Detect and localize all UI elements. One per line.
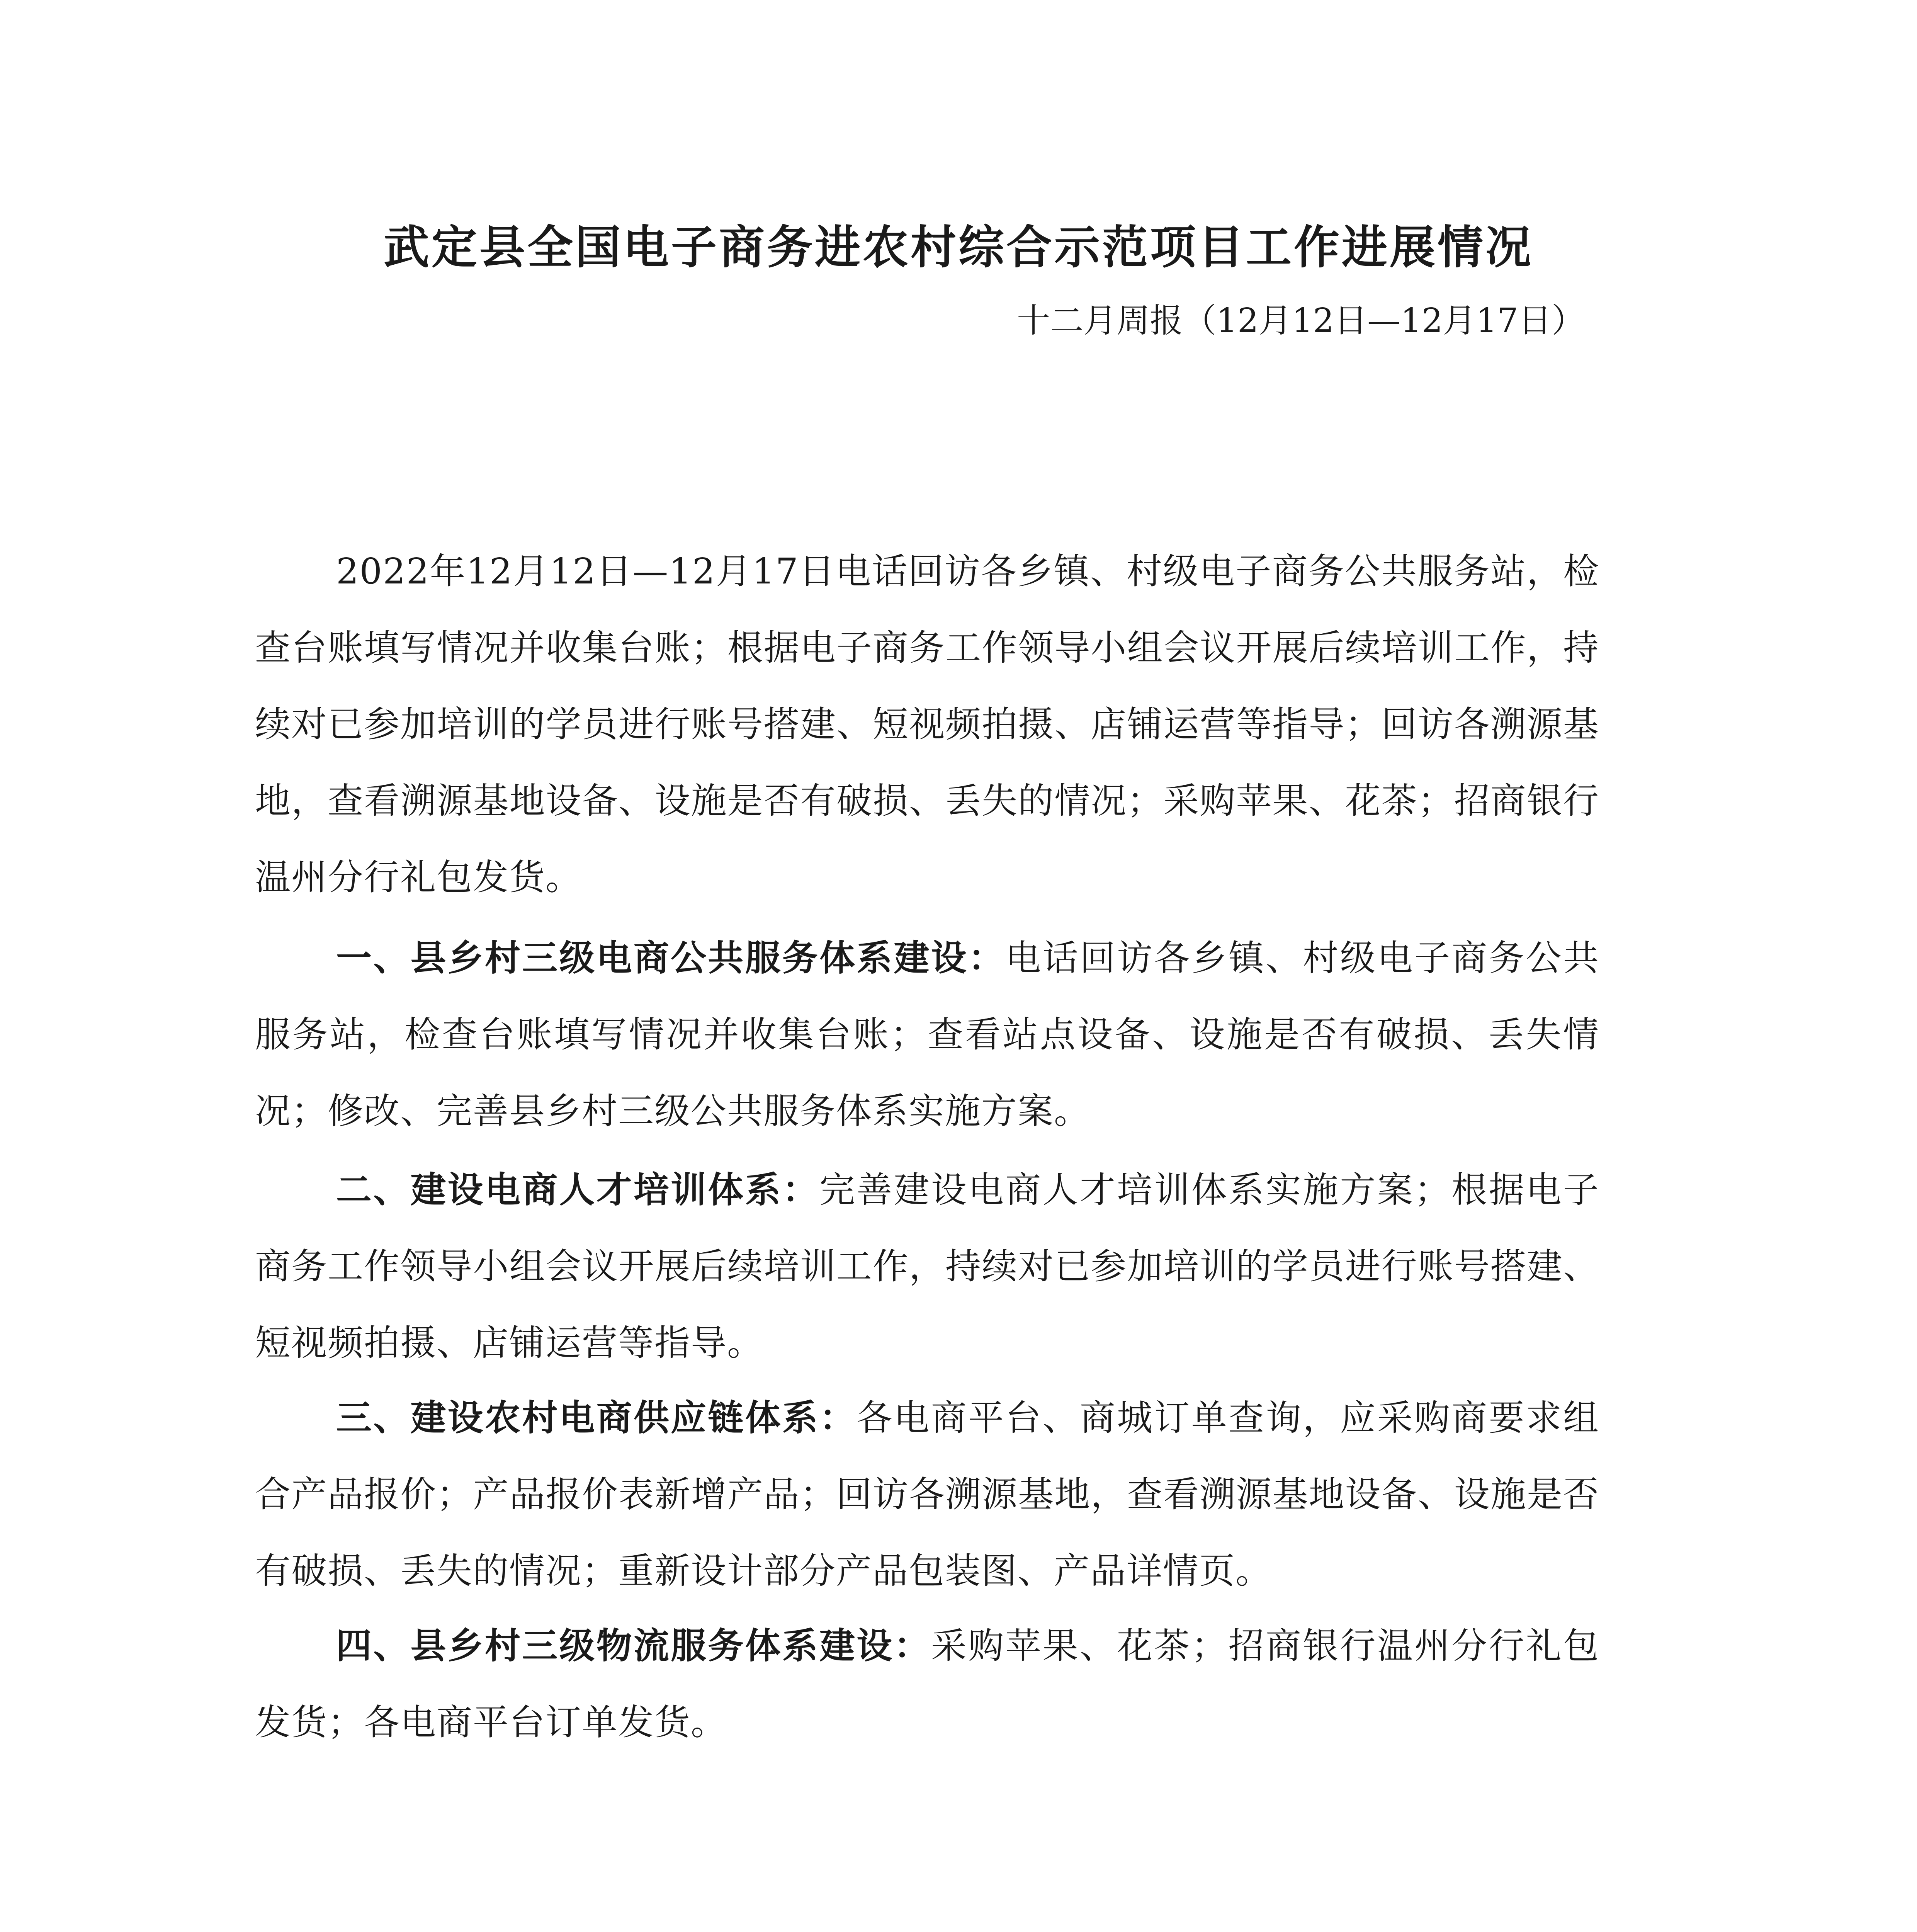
summary-paragraph: 2022年12月12日—12月17日电话回访各乡镇、村级电子商务公共服务站，检查台账填写情况并收集台账；根据电子商务工作领导小组会议开展后续培训工作，持续对已参加培训的学员进行账号搭建、短视频拍摄、店铺运营等指导；回访各溯源基地，查看溯源基地设备、设施是否有破损、丢失的情况；采购苹果、花茶；招商银行温州分行礼包发货。 xyxy=(255,551,1599,898)
section-body: 各电商平台、商城订单查询，应采购商要求组合产品报价；产品报价表新增产品；回访各溯源基地，查看溯源基地设备、设施是否有破损、丢失的情况；重新设计部分产品包装图、产品详情页。 xyxy=(255,1397,1599,1592)
section-body: 完善建设电商人才培训体系实施方案；根据电子商务工作领导小组会议开展后续培训工作，持续对已参加培训的学员进行账号搭建、短视频拍摄、店铺运营等指导。 xyxy=(255,1169,1599,1364)
section-body: 电话回访各乡镇、村级电子商务公共服务站，检查台账填写情况并收集台账；查看站点设备、设施是否有破损、丢失情况；修改、完善县乡村三级公共服务体系实施方案。 xyxy=(255,937,1599,1132)
document-subtitle: 十二月周报（12月12日—12月17日） xyxy=(1017,301,1585,340)
section-heading: 一、县乡村三级电商公共服务体系建设： xyxy=(336,937,1006,979)
section-paragraph xyxy=(255,1379,1599,1609)
section-paragraph xyxy=(255,920,1599,1150)
section-paragraph xyxy=(255,1607,1599,1761)
section-heading: 四、县乡村三级物流服务体系建设： xyxy=(336,1625,931,1667)
section-heading: 二、建设电商人才培训体系： xyxy=(336,1169,820,1211)
document-title: 武定县全国电子商务进农村综合示范项目工作进展情况 xyxy=(383,220,1533,274)
section-heading: 三、建设农村电商供应链体系： xyxy=(336,1397,857,1439)
section-paragraph xyxy=(255,1151,1599,1381)
section-body: 采购苹果、花茶；招商银行温州分行礼包发货；各电商平台订单发货。 xyxy=(255,1625,1599,1743)
